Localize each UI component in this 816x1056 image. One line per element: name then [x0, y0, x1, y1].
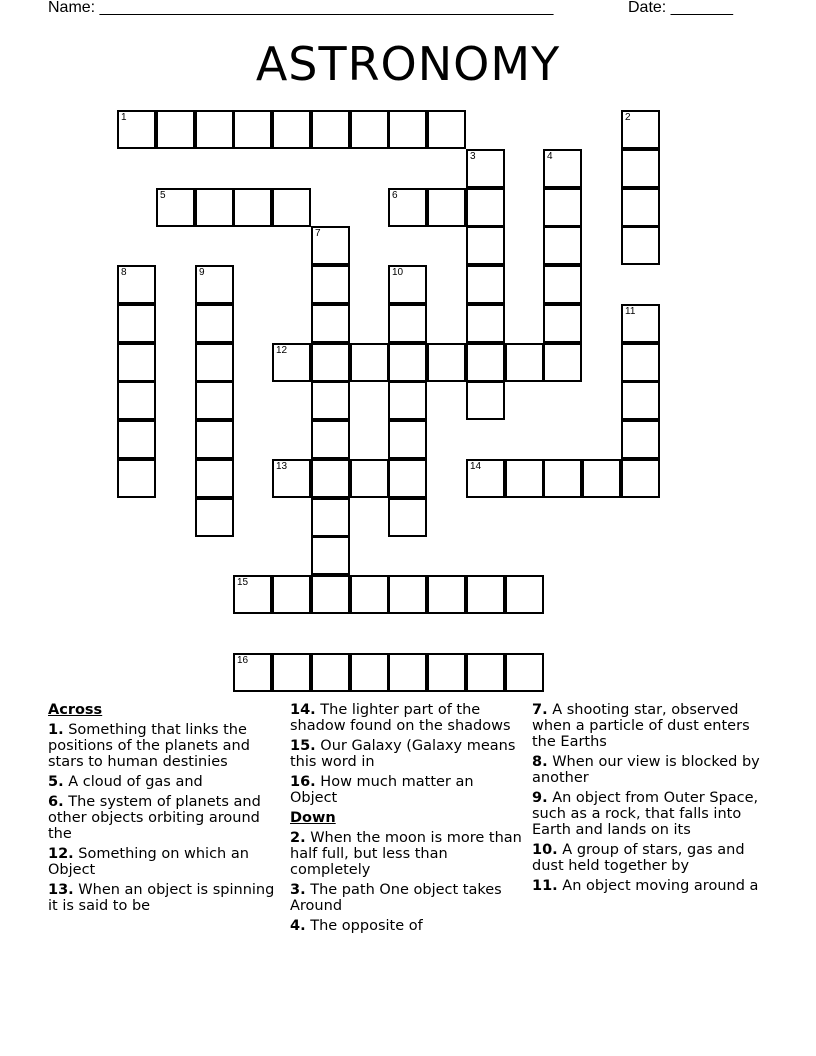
grid-cell[interactable]: [233, 575, 272, 614]
clue-number: 12.: [48, 846, 74, 862]
grid-cell[interactable]: [117, 304, 156, 343]
grid-cell[interactable]: [195, 188, 234, 227]
grid-cell[interactable]: [543, 265, 582, 304]
clue-text: A cloud of gas and: [68, 774, 203, 790]
grid-cell[interactable]: [350, 575, 389, 614]
grid-cell[interactable]: [466, 381, 505, 420]
clue-number-label: 1: [121, 112, 127, 123]
clue-6: [48, 794, 280, 842]
clue-number: 3.: [290, 882, 306, 898]
clue-number-label: 5: [160, 190, 166, 201]
clue-9: [532, 790, 764, 838]
grid-cell[interactable]: [543, 459, 582, 498]
grid-cell[interactable]: [388, 420, 427, 459]
grid-cell[interactable]: [466, 653, 505, 692]
grid-cell[interactable]: [117, 381, 156, 420]
grid-cell[interactable]: [195, 381, 234, 420]
clue-5: [48, 774, 280, 790]
grid-cell[interactable]: [350, 653, 389, 692]
clue-text: A shooting star, observed when a particle of dust enters the Earths: [532, 702, 750, 750]
grid-cell[interactable]: [195, 343, 234, 382]
name-field[interactable]: Name: ___________________________________________________: [48, 0, 554, 16]
clue-number-label: 9: [199, 267, 205, 278]
grid-cell[interactable]: [427, 343, 466, 382]
grid-cell[interactable]: [621, 343, 660, 382]
clue-number: 7.: [532, 702, 548, 718]
clue-number: 1.: [48, 722, 64, 738]
grid-cell[interactable]: [466, 226, 505, 265]
clue-14: [290, 702, 522, 734]
grid-cell[interactable]: [505, 343, 544, 382]
grid-cell[interactable]: [505, 459, 544, 498]
grid-cell[interactable]: [621, 304, 660, 343]
clue-text: Something on which an Object: [48, 846, 249, 878]
clue-number-label: 4: [547, 151, 553, 162]
clue-number: 13.: [48, 882, 74, 898]
grid-cell[interactable]: [311, 226, 350, 265]
grid-cell[interactable]: [388, 110, 427, 149]
clue-4: [290, 918, 522, 934]
clue-number-label: 11: [625, 306, 636, 317]
grid-cell[interactable]: [621, 110, 660, 149]
grid-cell[interactable]: [233, 653, 272, 692]
grid-cell[interactable]: [427, 188, 466, 227]
clue-13: [48, 882, 280, 914]
grid-cell[interactable]: [350, 459, 389, 498]
clue-text: When the moon is more than half full, but less than completely: [290, 830, 522, 878]
grid-cell[interactable]: [543, 226, 582, 265]
grid-cell[interactable]: [388, 343, 427, 382]
grid-cell[interactable]: [311, 498, 350, 537]
grid-cell[interactable]: [466, 265, 505, 304]
grid-cell[interactable]: [427, 575, 466, 614]
clue-number-label: 2: [625, 112, 631, 123]
grid-cell[interactable]: [388, 575, 427, 614]
grid-cell[interactable]: [156, 188, 195, 227]
clue-number: 11.: [532, 878, 558, 894]
grid-cell[interactable]: [311, 343, 350, 382]
grid-cell[interactable]: [388, 498, 427, 537]
grid-cell[interactable]: [543, 343, 582, 382]
grid-cell[interactable]: [350, 343, 389, 382]
clue-number-label: 12: [276, 345, 288, 356]
clue-text: Something that links the positions of the planets and stars to human destinies: [48, 722, 250, 770]
clue-number: 4.: [290, 918, 306, 934]
grid-cell[interactable]: [466, 459, 505, 498]
grid-cell[interactable]: [156, 110, 195, 149]
clue-text: The system of planets and other objects orbiting around the: [48, 794, 261, 842]
grid-cell[interactable]: [543, 149, 582, 188]
grid-cell[interactable]: [311, 304, 350, 343]
grid-cell[interactable]: [311, 536, 350, 575]
clue-text: Our Galaxy (Galaxy means this word in: [290, 738, 516, 770]
clue-12: [48, 846, 280, 878]
clue-text: The opposite of: [310, 918, 423, 934]
grid-cell[interactable]: [621, 226, 660, 265]
grid-cell[interactable]: [582, 459, 621, 498]
puzzle-title: ASTRONOMY: [255, 37, 561, 91]
grid-cell[interactable]: [195, 304, 234, 343]
clue-text: An object moving around a: [562, 878, 759, 894]
clue-1: [48, 722, 280, 770]
grid-cell[interactable]: [311, 265, 350, 304]
grid-cell[interactable]: [388, 265, 427, 304]
grid-cell[interactable]: [388, 459, 427, 498]
grid-cell[interactable]: [466, 188, 505, 227]
clue-text: When our view is blocked by another: [532, 754, 760, 786]
grid-cell[interactable]: [195, 110, 234, 149]
clue-number-label: 13: [276, 461, 288, 472]
grid-cell[interactable]: [117, 343, 156, 382]
grid-cell[interactable]: [272, 343, 311, 382]
clue-16: [290, 774, 522, 806]
across-heading: Across: [48, 702, 103, 718]
grid-cell[interactable]: [466, 304, 505, 343]
clue-number: 9.: [532, 790, 548, 806]
grid-cell[interactable]: [543, 188, 582, 227]
grid-cell[interactable]: [233, 188, 272, 227]
grid-cell[interactable]: [311, 459, 350, 498]
clue-15: [290, 738, 522, 770]
grid-cell[interactable]: [195, 498, 234, 537]
clue-number: 10.: [532, 842, 558, 858]
date-field[interactable]: Date: _______: [628, 0, 733, 16]
grid-cell[interactable]: [621, 381, 660, 420]
grid-cell[interactable]: [195, 265, 234, 304]
clue-number-label: 6: [392, 190, 398, 201]
grid-cell[interactable]: [272, 575, 311, 614]
clue-11: [532, 878, 764, 894]
grid-cell[interactable]: [117, 420, 156, 459]
clues-column-1: [48, 702, 280, 918]
grid-cell[interactable]: [621, 149, 660, 188]
clue-number-label: 16: [237, 655, 249, 666]
clue-number-label: 3: [470, 151, 476, 162]
grid-cell[interactable]: [427, 110, 466, 149]
grid-cell[interactable]: [505, 575, 544, 614]
grid-cell[interactable]: [388, 304, 427, 343]
grid-cell[interactable]: [427, 653, 466, 692]
grid-cell[interactable]: [621, 188, 660, 227]
clue-number: 8.: [532, 754, 548, 770]
grid-cell[interactable]: [195, 420, 234, 459]
clue-3: [290, 882, 522, 914]
grid-cell[interactable]: [543, 304, 582, 343]
clue-number-label: 8: [121, 267, 127, 278]
clue-10: [532, 842, 764, 874]
clue-number-label: 14: [470, 461, 482, 472]
clue-text: When an object is spinning it is said to be: [48, 882, 275, 914]
grid-cell[interactable]: [233, 110, 272, 149]
clue-text: The lighter part of the shadow found on the shadows: [290, 702, 511, 734]
clue-number: 16.: [290, 774, 316, 790]
grid-cell[interactable]: [388, 188, 427, 227]
grid-cell[interactable]: [311, 653, 350, 692]
clue-text: How much matter an Object: [290, 774, 474, 806]
clue-number: 5.: [48, 774, 64, 790]
header: [48, 0, 768, 20]
grid-cell[interactable]: [621, 420, 660, 459]
grid-cell[interactable]: [466, 575, 505, 614]
grid-cell[interactable]: [505, 653, 544, 692]
clues-column-2: [290, 702, 522, 938]
clue-text: A group of stars, gas and dust held together by: [532, 842, 745, 874]
clue-number-label: 7: [315, 228, 321, 239]
grid-cell[interactable]: [466, 149, 505, 188]
grid-cell[interactable]: [350, 110, 389, 149]
clue-number: 6.: [48, 794, 64, 810]
clue-number-label: 10: [392, 267, 404, 278]
grid-cell[interactable]: [388, 653, 427, 692]
grid-cell[interactable]: [311, 420, 350, 459]
grid-cell[interactable]: [311, 381, 350, 420]
grid-cell[interactable]: [272, 459, 311, 498]
clue-8: [532, 754, 764, 786]
clues-column-3: [532, 702, 764, 898]
clue-number-label: 15: [237, 577, 249, 588]
grid-cell[interactable]: [272, 653, 311, 692]
clue-text: The path One object takes Around: [290, 882, 502, 914]
grid-cell[interactable]: [311, 575, 350, 614]
grid-cell[interactable]: [388, 381, 427, 420]
grid-cell[interactable]: [621, 459, 660, 498]
grid-cell[interactable]: [117, 265, 156, 304]
down-heading: Down: [290, 810, 336, 826]
grid-cell[interactable]: [195, 459, 234, 498]
clue-text: An object from Outer Space, such as a rock, that falls into Earth and lands on its: [532, 790, 759, 838]
grid-cell[interactable]: [466, 343, 505, 382]
grid-cell[interactable]: [117, 110, 156, 149]
clue-7: [532, 702, 764, 750]
grid-cell[interactable]: [272, 188, 311, 227]
grid-cell[interactable]: [272, 110, 311, 149]
clue-number: 2.: [290, 830, 306, 846]
grid-cell[interactable]: [311, 110, 350, 149]
clue-number: 14.: [290, 702, 316, 718]
clue-number: 15.: [290, 738, 316, 754]
clue-2: [290, 830, 522, 878]
grid-cell[interactable]: [117, 459, 156, 498]
